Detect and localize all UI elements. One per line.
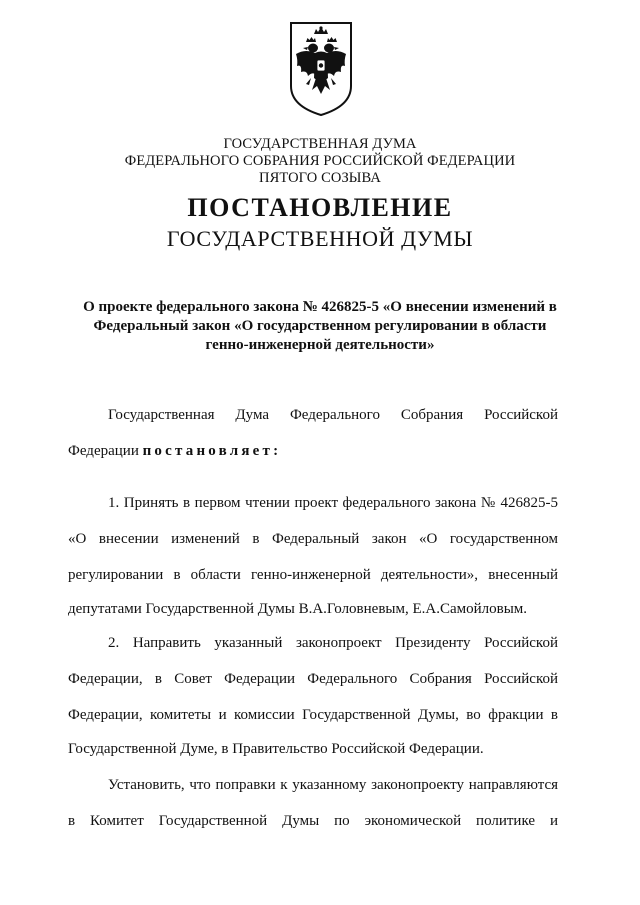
header-line-1: ГОСУДАРСТВЕННАЯ ДУМА xyxy=(223,136,417,152)
item1-line-1: 1. Принять в первом чтении проект федерального закона № 426825-5 xyxy=(108,495,558,511)
subject-line-3: генно-инженерной деятельности» xyxy=(205,337,435,353)
subject-line-2: Федеральный закон «О государственном регулировании в области xyxy=(93,318,547,334)
item1-line-2: «О внесении изменений в Федеральный закон «О государственном xyxy=(68,531,558,547)
coat-of-arms-emblem xyxy=(288,20,354,118)
item3-line-2: в Комитет Государственной Думы по экономической политике и xyxy=(68,813,558,829)
item2-line-2: Федерации, в Совет Федерации Федерального Собрания Российской xyxy=(68,671,558,687)
document-subtitle: ГОСУДАРСТВЕННОЙ ДУМЫ xyxy=(166,226,474,251)
header-line-2: ФЕДЕРАЛЬНОГО СОБРАНИЯ РОССИЙСКОЙ ФЕДЕРАЦИИ xyxy=(124,153,516,169)
item2-line-1: 2. Направить указанный законопроект Президенту Российской xyxy=(108,635,558,651)
item3-line-1: Установить, что поправки к указанному законопроекту направляются xyxy=(108,777,558,793)
item2-line-3: Федерации, комитеты и комиссии Государственной Думы, во фракции в xyxy=(68,707,558,723)
preamble-line-2 xyxy=(68,442,558,460)
preamble-resolves: постановляет: xyxy=(142,443,282,459)
item1-line-4: депутатами Государственной Думы В.А.Головневым, Е.А.Самойловым. xyxy=(68,601,528,617)
header-line-3: ПЯТОГО СОЗЫВА xyxy=(259,170,381,186)
preamble-federation: Федерации xyxy=(68,443,143,459)
item1-line-3: регулировании в области генно-инженерной деятельности», внесенный xyxy=(68,567,558,583)
document-title: ПОСТАНОВЛЕНИЕ xyxy=(187,193,453,222)
preamble-line-1: Государственная Дума Федерального Собрания Российской xyxy=(108,407,558,423)
item2-line-4: Государственной Думе, в Правительство Российской Федерации. xyxy=(68,741,484,757)
subject-line-1: О проекте федерального закона № 426825-5 «О внесении изменений в xyxy=(83,299,557,315)
